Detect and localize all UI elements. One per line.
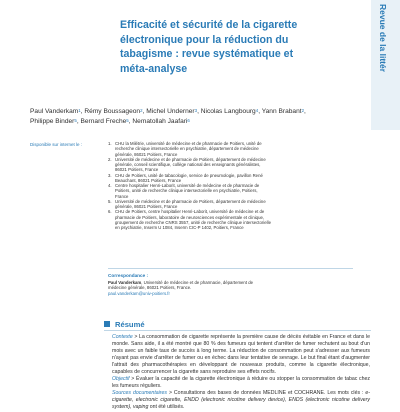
section-square-icon (104, 321, 110, 327)
contexte-label: Contexte (112, 334, 133, 340)
affiliation-line: groupement de recherche CNRS 3557, unité de recherche clinique intersectorielle (115, 219, 271, 225)
affiliation-line: Beauchant, 86021 Poitiers, France (115, 177, 182, 183)
title-line: tabagisme : revue systématique et (120, 48, 294, 60)
resume-heading (104, 318, 145, 330)
correspondence-email-link[interactable]: paul.vanderkam@univ-poitiers.fr (108, 290, 170, 296)
affiliation-item (108, 157, 358, 173)
affiliation-line: générale, conseil scientifique, collège national des enseignants généralistes, (115, 162, 261, 167)
affiliation-line: 86021 Poitiers, France (115, 167, 159, 173)
author-affiliation-ref: 6 (187, 118, 190, 123)
divider (104, 330, 371, 331)
author-affiliation-ref: 2 (140, 108, 143, 113)
affiliation-line: générale, 86021 Poitiers, France (115, 204, 178, 209)
affiliation-line: France (115, 193, 129, 199)
title-line: méta-analyse (120, 62, 188, 75)
affiliation-number: 3. (108, 172, 112, 178)
author-separator: , (304, 108, 306, 115)
affiliation-line: Poitiers, unité de recherche clinique intersectorielle en psychiatrie, Poitiers, (115, 188, 258, 194)
divider (108, 268, 353, 269)
author-name: Philippe Binder (30, 118, 75, 125)
affiliation-item (108, 183, 358, 199)
affiliation-line: Université de médecine et de pharmacie de Poitiers, département de médecine (115, 156, 266, 162)
resume-title: Résumé (115, 319, 145, 329)
author-affiliation-ref: 5 (126, 118, 129, 123)
affiliation-line: en psychiatrie, Inserm U 1084, Inserm CIC-P 1402, Poitiers, France (115, 225, 244, 230)
sources-tail: ont été utilisés. (148, 404, 185, 411)
affiliation-line: Centre hospitalier Henri-Laborit, université de médecine et de pharmacie de (115, 183, 260, 188)
affiliation-line: recherche clinique intersectorielle en psychiatrie, département de médecine (115, 146, 259, 152)
keywords-text: e-cigarette, electronic cigarette, ENDD (electronic nicotine delivery device), ENDS (electronic nicotine delivery system), vaping (112, 390, 371, 411)
author-separator: , (128, 118, 133, 125)
author-affiliation-ref: 4 (255, 108, 259, 113)
author-name: Nematollah Jaafari (132, 118, 188, 125)
author-affiliation-ref: 5 (74, 118, 77, 123)
author-name: Nicolas Langbourg (200, 108, 256, 115)
title-line: Efficacité et sécurité de la cigarette (120, 19, 298, 31)
article-title (120, 18, 325, 76)
contexte-text: > La consommation de cigarette représente la première cause de décès évitable en France et dans le monde. Sans aide, il a été montré que 80 % des fumeurs qui tentent d'arrêter de fumer rechutent au bout d'un mois avec un faible taux de succès à long terme. La réduction de consommation peut s'adresser aux fumeurs n'ayant pas envie d'arrêter de fumer ou en échec dans leur tentative de sevrage. Le but final étant d'augmenter l'attrait des pharmacothérapies en développant de nouveaux produits, comme la cigarette électronique, capables de concurrencer la cigarette sans reproduire ses effets nocifs. (112, 334, 370, 376)
correspondence-name: Paul Vanderkam (108, 280, 142, 285)
author-list (30, 107, 345, 127)
author-affiliation-ref: 3 (194, 108, 198, 113)
correspondence-heading: Correspondance : (108, 273, 149, 278)
affiliation-item (108, 173, 358, 184)
correspondence-address: , Université de médecine et de pharmacie, département de (141, 280, 253, 285)
affiliation-item (108, 141, 358, 157)
affiliation-number: 1. (108, 141, 112, 146)
title-line: électronique pour la réduction du (120, 33, 289, 46)
affiliation-item (108, 209, 358, 230)
sources-label: Sources documentaires (112, 390, 168, 397)
affiliation-line: pharmacie de Poitiers, laboratoire de neurosciences expérimentale et clinique, (115, 214, 265, 220)
author-affiliation-ref: 1 (78, 108, 81, 113)
affiliation-line: CHU de Poitiers, unité de tabacologie, service de pneumologie, pavillon René (115, 172, 263, 178)
author-affiliation-ref: 2 (301, 108, 305, 113)
author-name: Yann Brabant (261, 108, 302, 115)
objectif-label: Objectif (112, 376, 130, 383)
affiliation-line: générale, 86021 Poitiers, France (115, 151, 178, 157)
affiliation-number: 5. (108, 198, 112, 204)
correspondence-address-line: médecine générale, 86021 Poitiers, France. (108, 285, 192, 291)
author-separator: , (258, 108, 262, 115)
affiliation-number: 6. (108, 209, 112, 215)
affiliation-number: 2. (108, 156, 112, 162)
objectif-text: > Évaluer la capacité de la cigarette électronique à réduire ou stopper la consommation de tabac chez les fumeurs réguliers. (112, 376, 370, 390)
author-name: Paul Vanderkam (30, 108, 79, 115)
affiliation-item (108, 199, 358, 210)
affiliation-line: Université de médecine et de pharmacie de Poitiers, département de médecine (115, 198, 266, 204)
correspondence-block (108, 280, 368, 296)
affiliation-line: CHU de Poitiers, centre hospitalier Henri-Laborit, université de médecine et de (115, 209, 265, 215)
journal-section-label: Revue de la littér (378, 4, 388, 73)
author-separator: , (76, 118, 81, 125)
author-separator: , (80, 108, 85, 115)
online-availability-label: Disponible sur internet le : (30, 142, 83, 147)
author-separator: , (197, 108, 201, 115)
affiliation-number: 4. (108, 183, 112, 188)
author-name: Michel Underner (146, 108, 195, 115)
author-name: Rémy Boussageon (84, 108, 141, 115)
author-name: Bernard Freche (80, 118, 127, 125)
affiliations (108, 141, 358, 230)
author-separator: , (142, 108, 147, 115)
sources-text: > Consultations des bases de données MEDLINE et COCHRANE. Les mots clés : (167, 390, 366, 397)
affiliation-line: CHU la Milétrie, université de médecine et de pharmacie de Poitiers, unité de (115, 141, 262, 146)
